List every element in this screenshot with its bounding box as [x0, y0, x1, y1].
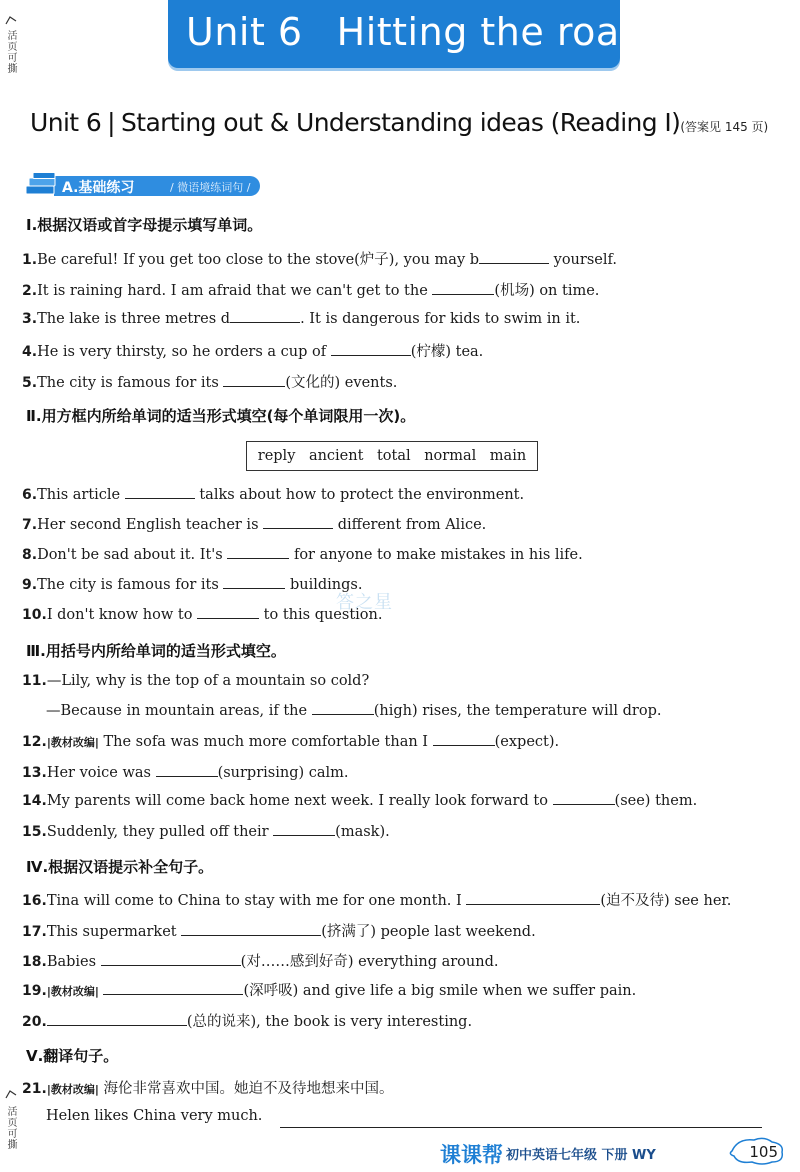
book-info: 初中英语七年级 下册 WY [506, 1148, 656, 1163]
question-21-translation: Helen likes China very much. [46, 1108, 263, 1124]
question-6: 6.This article talks about how to protect the environment. [22, 487, 525, 503]
answer-blank[interactable] [181, 923, 321, 936]
answer-blank[interactable] [197, 606, 259, 619]
part-heading: Ⅰ.根据汉语或首字母提示填写单词。 [26, 216, 263, 234]
question-10: 10.I don't know how to to this question. [22, 607, 383, 623]
question-19: 19.|教材改编| (深呼吸) and give life a big smile when we suffer pain. [22, 983, 637, 999]
question-16: 16.Tina will come to China to stay with me for one month. I (迫不及待) see her. [22, 893, 732, 909]
exercise-level-tag: A.基础练习 / 微语境练词句 / [24, 172, 260, 198]
answer-blank[interactable] [227, 546, 289, 559]
answer-blank[interactable] [433, 733, 495, 746]
question-9: 9.The city is famous for its buildings. [22, 577, 363, 593]
answer-blank[interactable] [479, 251, 549, 264]
unit-banner [168, 0, 645, 68]
answer-reference: (答案见 145 页) [680, 120, 769, 134]
answer-blank[interactable] [125, 486, 195, 499]
word-box-item: normal [424, 448, 477, 464]
question-2: 2.It is raining hard. I am afraid that we can't get to the (机场) on time. [22, 283, 600, 299]
section-title: Unit 6 | Starting out & Understanding ideas (Reading Ⅰ)(答案见 145 页) [30, 108, 769, 137]
answer-blank[interactable] [273, 823, 335, 836]
answer-blank[interactable] [263, 516, 333, 529]
tear-off-label: 活页可撕 [5, 1106, 16, 1150]
question-21: 21.|教材改编| 海伦非常喜欢中国。她迫不及待地想来中国。 [22, 1081, 394, 1097]
answer-blank[interactable] [331, 343, 411, 356]
question-8: 8.Don't be sad about it. It's for anyone to make mistakes in his life. [22, 547, 583, 563]
answer-blank[interactable] [466, 892, 600, 905]
question-15: 15.Suddenly, they pulled off their (mask). [22, 824, 390, 840]
question-1: 1.Be careful! If you get too close to the stove(炉子), you may b yourself. [22, 252, 617, 268]
question-3: 3.The lake is three metres d . It is dangerous for kids to swim in it. [22, 311, 581, 327]
question-12: 12.|教材改编| The sofa was much more comfortable than I (expect). [22, 734, 560, 750]
answer-blank[interactable] [432, 282, 494, 295]
word-box-item: reply [257, 448, 296, 464]
translation-answer-line[interactable] [280, 1127, 762, 1128]
part-heading: Ⅳ.根据汉语提示补全句子。 [26, 858, 214, 876]
brand-logo: 课课帮 [440, 1143, 503, 1167]
part-heading: Ⅲ.用括号内所给单词的适当形式填空。 [26, 642, 286, 660]
part-heading: Ⅴ.翻译句子。 [26, 1047, 119, 1065]
margin-strip [0, 0, 22, 1172]
answer-blank[interactable] [103, 982, 243, 995]
part-heading: Ⅱ.用方框内所给单词的适当形式填空(每个单词限用一次)。 [26, 407, 416, 425]
books-icon [24, 172, 60, 198]
question-4: 4.He is very thirsty, so he orders a cup of (柠檬) tea. [22, 344, 484, 360]
word-box-item: main [489, 448, 527, 464]
watermark: 答之星 [336, 592, 393, 613]
answer-blank[interactable] [230, 310, 300, 323]
tear-icon [4, 14, 18, 28]
question-20: 20. (总的说来), the book is very interesting. [22, 1014, 473, 1030]
word-box-item: total [376, 448, 411, 464]
page-number: 105 [749, 1143, 778, 1161]
answer-blank[interactable] [553, 792, 615, 805]
question-14: 14.My parents will come back home next week. I really look forward to (see) them. [22, 793, 698, 809]
answer-blank[interactable] [101, 953, 241, 966]
page-footer [426, 1136, 786, 1166]
answer-blank[interactable] [223, 576, 285, 589]
textbook-adapted-tag: |教材改编| [46, 1083, 99, 1096]
question-11: 11.—Lily, why is the top of a mountain so cold? [22, 673, 370, 689]
question-18: 18.Babies (对……感到好奇) everything around. [22, 954, 499, 970]
question-17: 17.This supermarket (挤满了) people last weekend. [22, 924, 536, 940]
answer-blank[interactable] [47, 1013, 187, 1026]
question-5: 5.The city is famous for its (文化的) events. [22, 375, 398, 391]
textbook-adapted-tag: |教材改编| [46, 985, 99, 998]
answer-blank[interactable] [156, 764, 218, 777]
textbook-adapted-tag: |教材改编| [46, 736, 99, 749]
question-13: 13.Her voice was (surprising) calm. [22, 765, 349, 781]
answer-blank[interactable] [223, 374, 285, 387]
word-box [246, 441, 538, 471]
unit-banner-title: Unit 6 Hitting the road [186, 10, 645, 54]
tear-icon [4, 1088, 18, 1102]
question-7: 7.Her second English teacher is different from Alice. [22, 517, 487, 533]
question-11-response: —Because in mountain areas, if the (high) rises, the temperature will drop. [46, 703, 662, 719]
tear-off-label: 活页可撕 [5, 30, 16, 74]
word-box-item: ancient [308, 448, 364, 464]
answer-blank[interactable] [312, 702, 374, 715]
